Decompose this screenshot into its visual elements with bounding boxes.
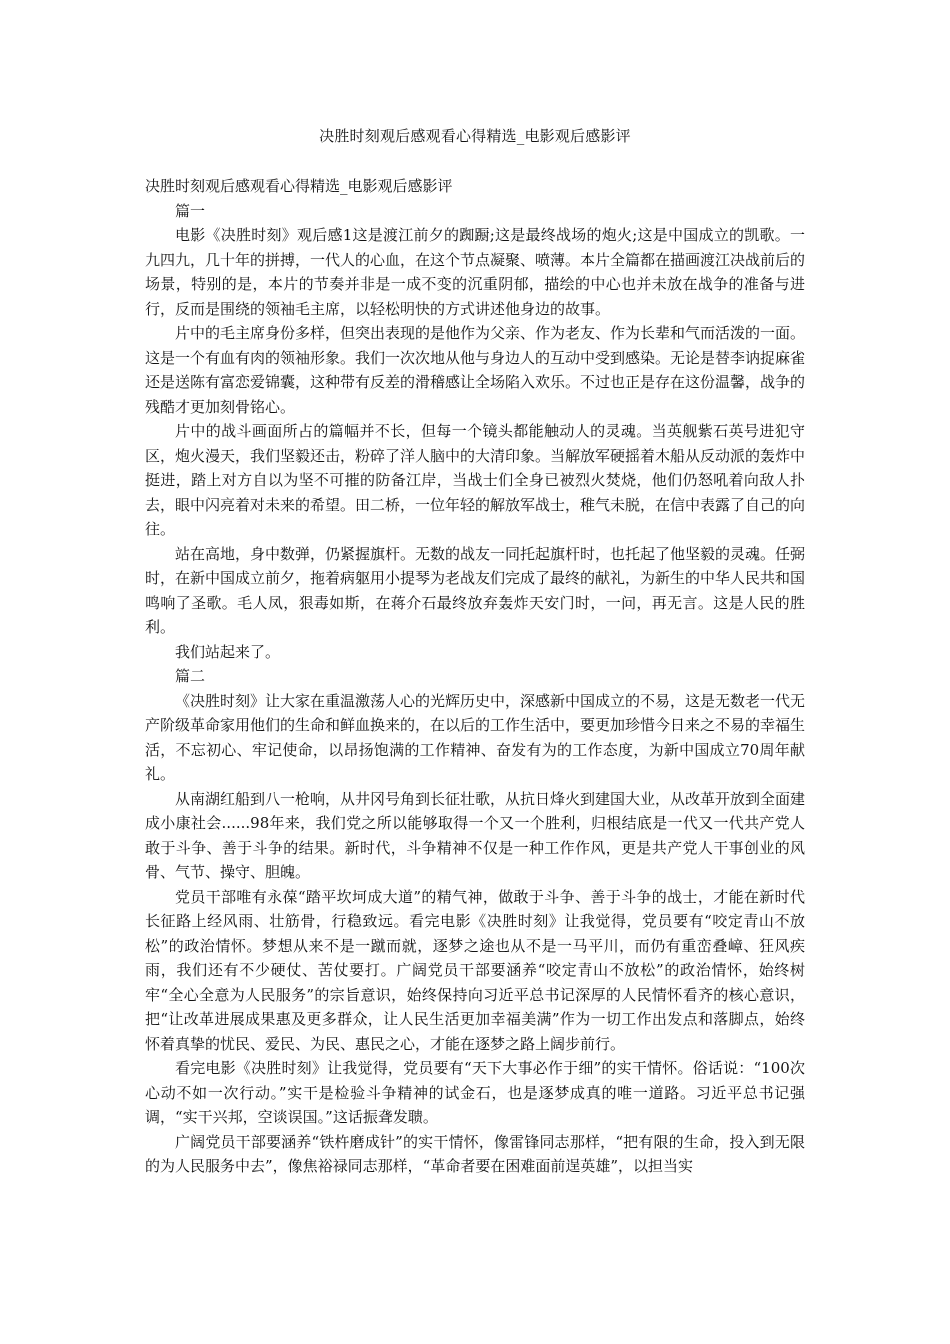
section-heading-1: 篇一 bbox=[175, 201, 206, 220]
paragraph: 我们站起来了。 bbox=[175, 642, 281, 661]
paragraph: 片中的战斗画面所占的篇幅并不长，但每一个镜头都能触动人的灵魂。当英舰紫石英号进犯守区，炮火漫天，我们坚毅还击，粉碎了洋人脑中的大清印象。当解放军硬摇着木船从反动派的轰炸中挺进，踏上对方自以为坚不可摧的防备江岸，当战士们全身已被烈火焚烧，他们仍怒吼着向敌人扑去，眼中闪亮着对未来的希望。田二桥，一位年轻的解放军战士，稚气未脱，在信中表露了自己的向往。 bbox=[145, 422, 806, 538]
document-subtitle: 决胜时刻观后感观看心得精选_电影观后感影评 bbox=[145, 177, 453, 195]
paragraph: 电影《决胜时刻》观后感1这是渡江前夕的踟蹰;这是最终战场的炮火;这是中国成立的凯歌。一九四九，几十年的拼搏，一代人的心血，在这个节点凝聚、喷薄。本片全篇都在描画渡江决战前后的场景，特别的是，本片的节奏并非是一成不变的沉重阴郁，描绘的中心也并未放在战争的准备与进行，反而是围绕的领袖毛主席，以轻松明快的方式讲述他身边的故事。 bbox=[145, 226, 806, 318]
paragraph: 《决胜时刻》让大家在重温激荡人心的光辉历史中，深感新中国成立的不易，这是无数老一代无产阶级革命家用他们的生命和鲜血换来的，在以后的工作生活中，要更加珍惜今日来之不易的幸福生活，不忘初心、牢记使命，以昂扬饱满的工作精神、奋发有为的工作态度，为新中国成立70周年献礼。 bbox=[145, 691, 806, 783]
paragraph: 看完电影《决胜时刻》让我觉得，党员要有“天下大事必作于细”的实干情怀。俗话说：“100次心动不如一次行动。”实干是检验斗争精神的试金石，也是逐梦成真的唯一道路。习近平总书记强调，“实干兴邦，空谈误国。”这话振聋发聩。 bbox=[145, 1059, 805, 1126]
paragraph: 从南湖红船到八一枪响，从井冈号角到长征壮歌，从抗日烽火到建国大业，从改革开放到全面建成小康社会......98年来，我们党之所以能够取得一个又一个胜利，归根结底是一代又一代共产党人敢于斗争、善于斗争的结果。新时代，斗争精神不仅是一种工作作风，更是共产党人干事创业的风骨、气节、操守、胆魄。 bbox=[145, 789, 806, 881]
paragraph: 片中的毛主席身份多样，但突出表现的是他作为父亲、作为老友、作为长辈和气而活泼的一面。这是一个有血有肉的领袖形象。我们一次次地从他与身边人的互动中受到感染。无论是替李讷捉麻雀还是送陈有富恋爱锦囊，这种带有反差的滑稽感让全场陷入欢乐。不过也正是存在这份温馨，战争的残酷才更加刻骨铭心。 bbox=[145, 324, 806, 416]
section-heading-2: 篇二 bbox=[175, 667, 206, 685]
paragraph: 站在高地，身中数弹，仍紧握旗杆。无数的战友一同托起旗杆时，也托起了他坚毅的灵魂。任弼时，在新中国成立前夕，拖着病躯用小提琴为老战友们完成了最终的献礼，为新生的中华人民共和国鸣响了圣歌。毛人凤，狠毒如斯，在蒋介石最终放弃轰炸天安门时，一问，再无言。这是人民的胜利。 bbox=[145, 544, 806, 636]
paragraph: 党员干部唯有永葆“踏平坎坷成大道”的精气神，做敢于斗争、善于斗争的战士，才能在新时代长征路上经风雨、壮筋骨，行稳致远。看完电影《决胜时刻》让我觉得，党员要有“咬定青山不放松”的政治情怀。梦想从来不是一蹴而就，逐梦之途也从不是一马平川，而仍有重峦叠嶂、狂风疾雨，我们还有不少硬仗、苦仗要打。广阔党员干部要涵养“咬定青山不放松”的政治情怀，始终树牢“全心全意为人民服务”的宗旨意识，始终保持向习近平总书记深厚的人民情怀看齐的核心意识，把“让改革进展成果惠及更多群众，让人民生活更加幸福美满”作为一切工作出发点和落脚点，始终怀着真挚的忧民、爱民、为民、惠民之心，才能在逐梦之路上阔步前行。 bbox=[145, 887, 805, 1053]
paragraph: 广阔党员干部要涵养“铁杵磨成针”的实干情怀，像雷锋同志那样，“把有限的生命，投入到无限的为人民服务中去”，像焦裕禄同志那样，“革命者要在困难面前逞英雄”，以担当实 bbox=[145, 1132, 805, 1175]
document-body bbox=[145, 174, 805, 1179]
document-title: 决胜时刻观后感观看心得精选_电影观后感影评 bbox=[319, 127, 631, 145]
